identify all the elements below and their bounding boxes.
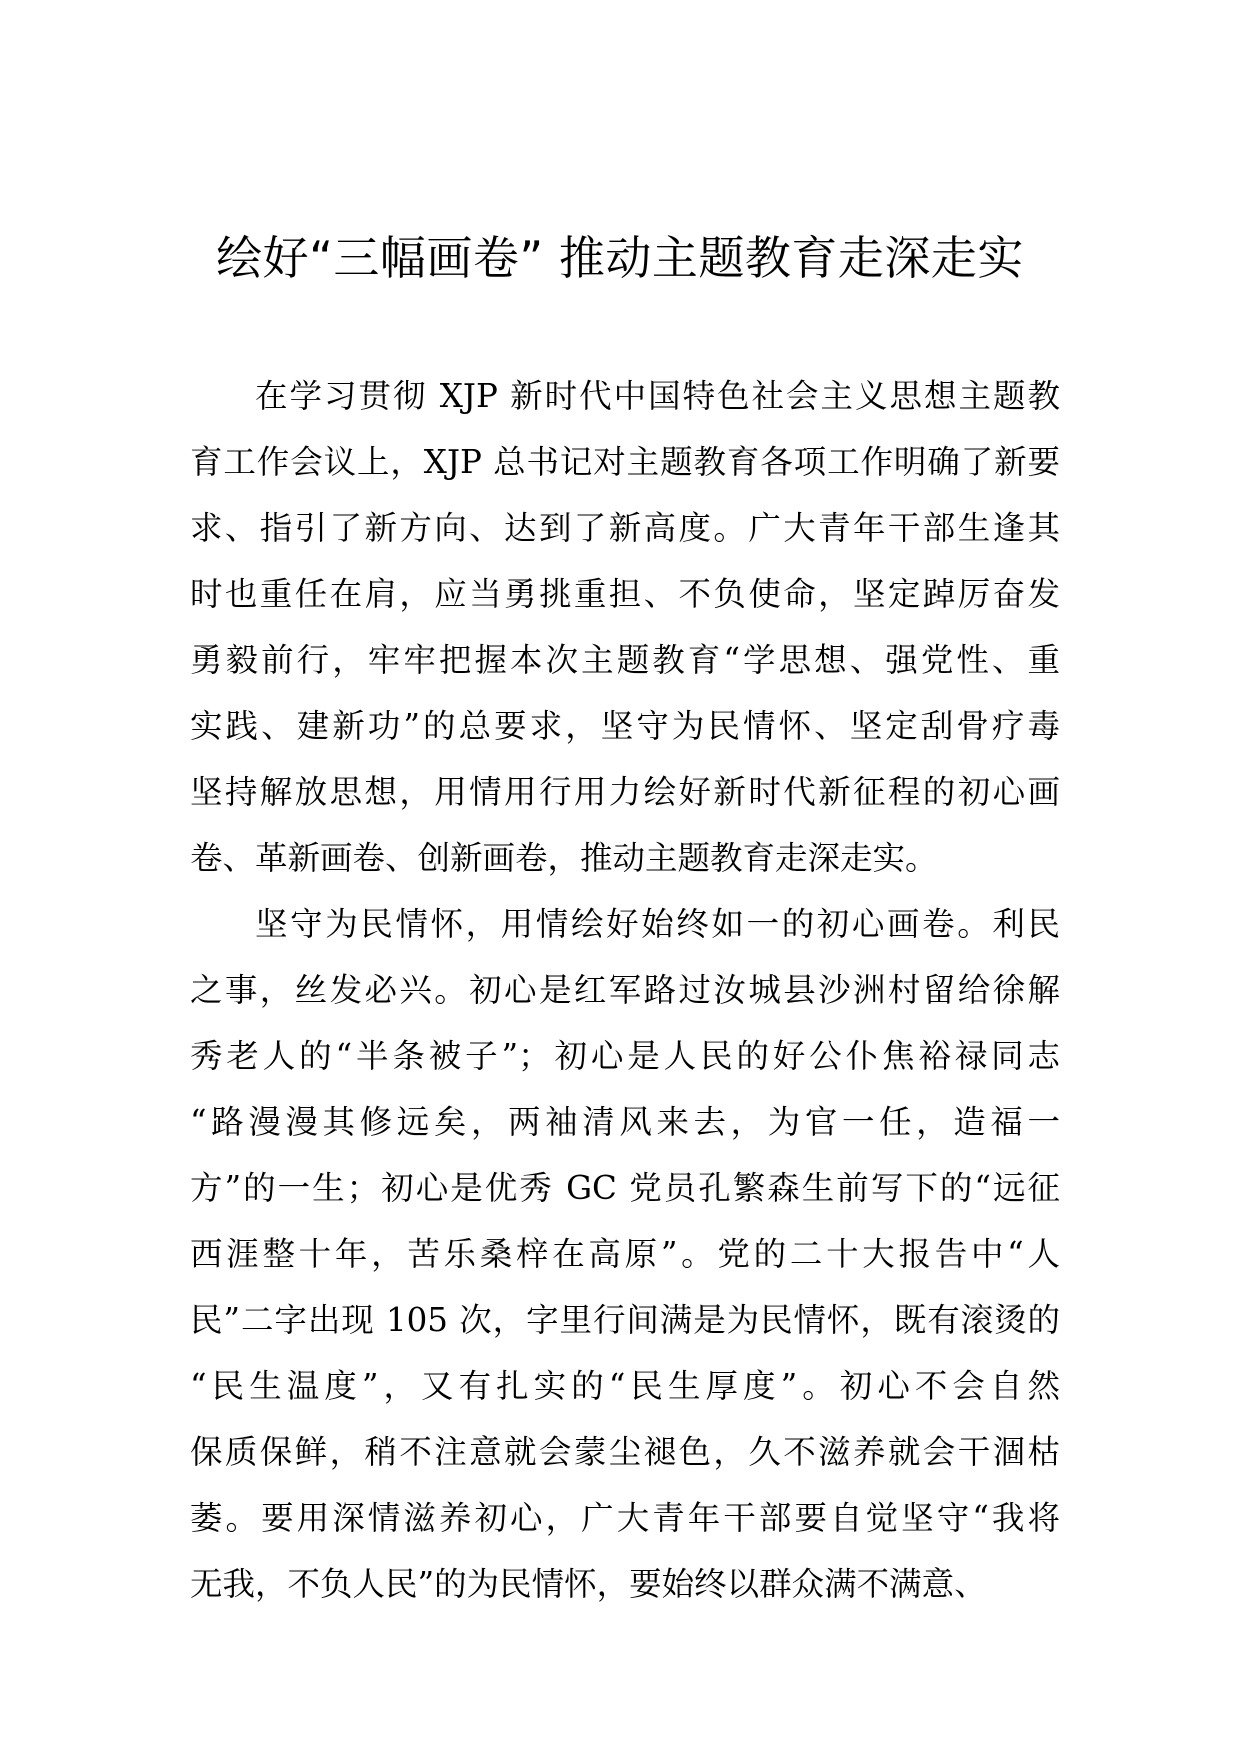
paragraph-line: 实践、建新功”的总要求，坚守为民情怀、坚定刮骨疗毒 xyxy=(190,707,1060,745)
paragraph-line: “民生温度”，又有扎实的“民生厚度”。初心不会自然 xyxy=(190,1367,1060,1405)
paragraph-line: 方”的一生；初心是优秀 GC 党员孔繁森生前写下的“远征 xyxy=(190,1169,1060,1207)
paragraph-line: 西涯整十年，苦乐桑梓在高原”。党的二十大报告中“人 xyxy=(190,1235,1060,1273)
paragraph-line: 勇毅前行，牢牢把握本次主题教育“学思想、强党性、重 xyxy=(190,641,1060,679)
paragraph-1 xyxy=(190,363,1060,891)
paragraph-line: 秀老人的“半条被子”；初心是人民的好公仆焦裕禄同志 xyxy=(190,1037,1060,1075)
paragraph-line: 坚持解放思想，用情用行用力绘好新时代新征程的初心画 xyxy=(190,773,1060,811)
document-title: 绘好“三幅画卷” 推动主题教育走深走实 xyxy=(216,231,1024,285)
paragraph-line: 育工作会议上，XJP 总书记对主题教育各项工作明确了新要 xyxy=(190,443,1060,481)
paragraph-line: 卷、革新画卷、创新画卷，推动主题教育走深走实。 xyxy=(190,839,938,877)
paragraph-line: 无我，不负人民”的为民情怀，要始终以群众满不满意、 xyxy=(190,1565,987,1603)
paragraph-line: 萎。要用深情滋养初心，广大青年干部要自觉坚守“我将 xyxy=(190,1499,1060,1537)
paragraph-line: “路漫漫其修远矣，两袖清风来去，为官一任，造福一 xyxy=(190,1103,1060,1141)
paragraph-line: 坚守为民情怀，用情绘好始终如一的初心画卷。利民 xyxy=(255,905,1060,943)
paragraph-line: 在学习贯彻 XJP 新时代中国特色社会主义思想主题教 xyxy=(255,377,1060,415)
paragraph-line: 之事，丝发必兴。初心是红军路过汝城县沙洲村留给徐解 xyxy=(190,971,1060,1009)
paragraph-line: 保质保鲜，稍不注意就会蒙尘褪色，久不滋养就会干涸枯 xyxy=(190,1433,1060,1471)
paragraph-line: 民”二字出现 105 次，字里行间满是为民情怀，既有滚烫的 xyxy=(190,1301,1060,1339)
paragraph-line: 时也重任在肩，应当勇挑重担、不负使命，坚定踔厉奋发 xyxy=(190,575,1060,613)
paragraph-line: 求、指引了新方向、达到了新高度。广大青年干部生逢其 xyxy=(190,509,1060,547)
paragraph-2 xyxy=(190,891,1060,1617)
